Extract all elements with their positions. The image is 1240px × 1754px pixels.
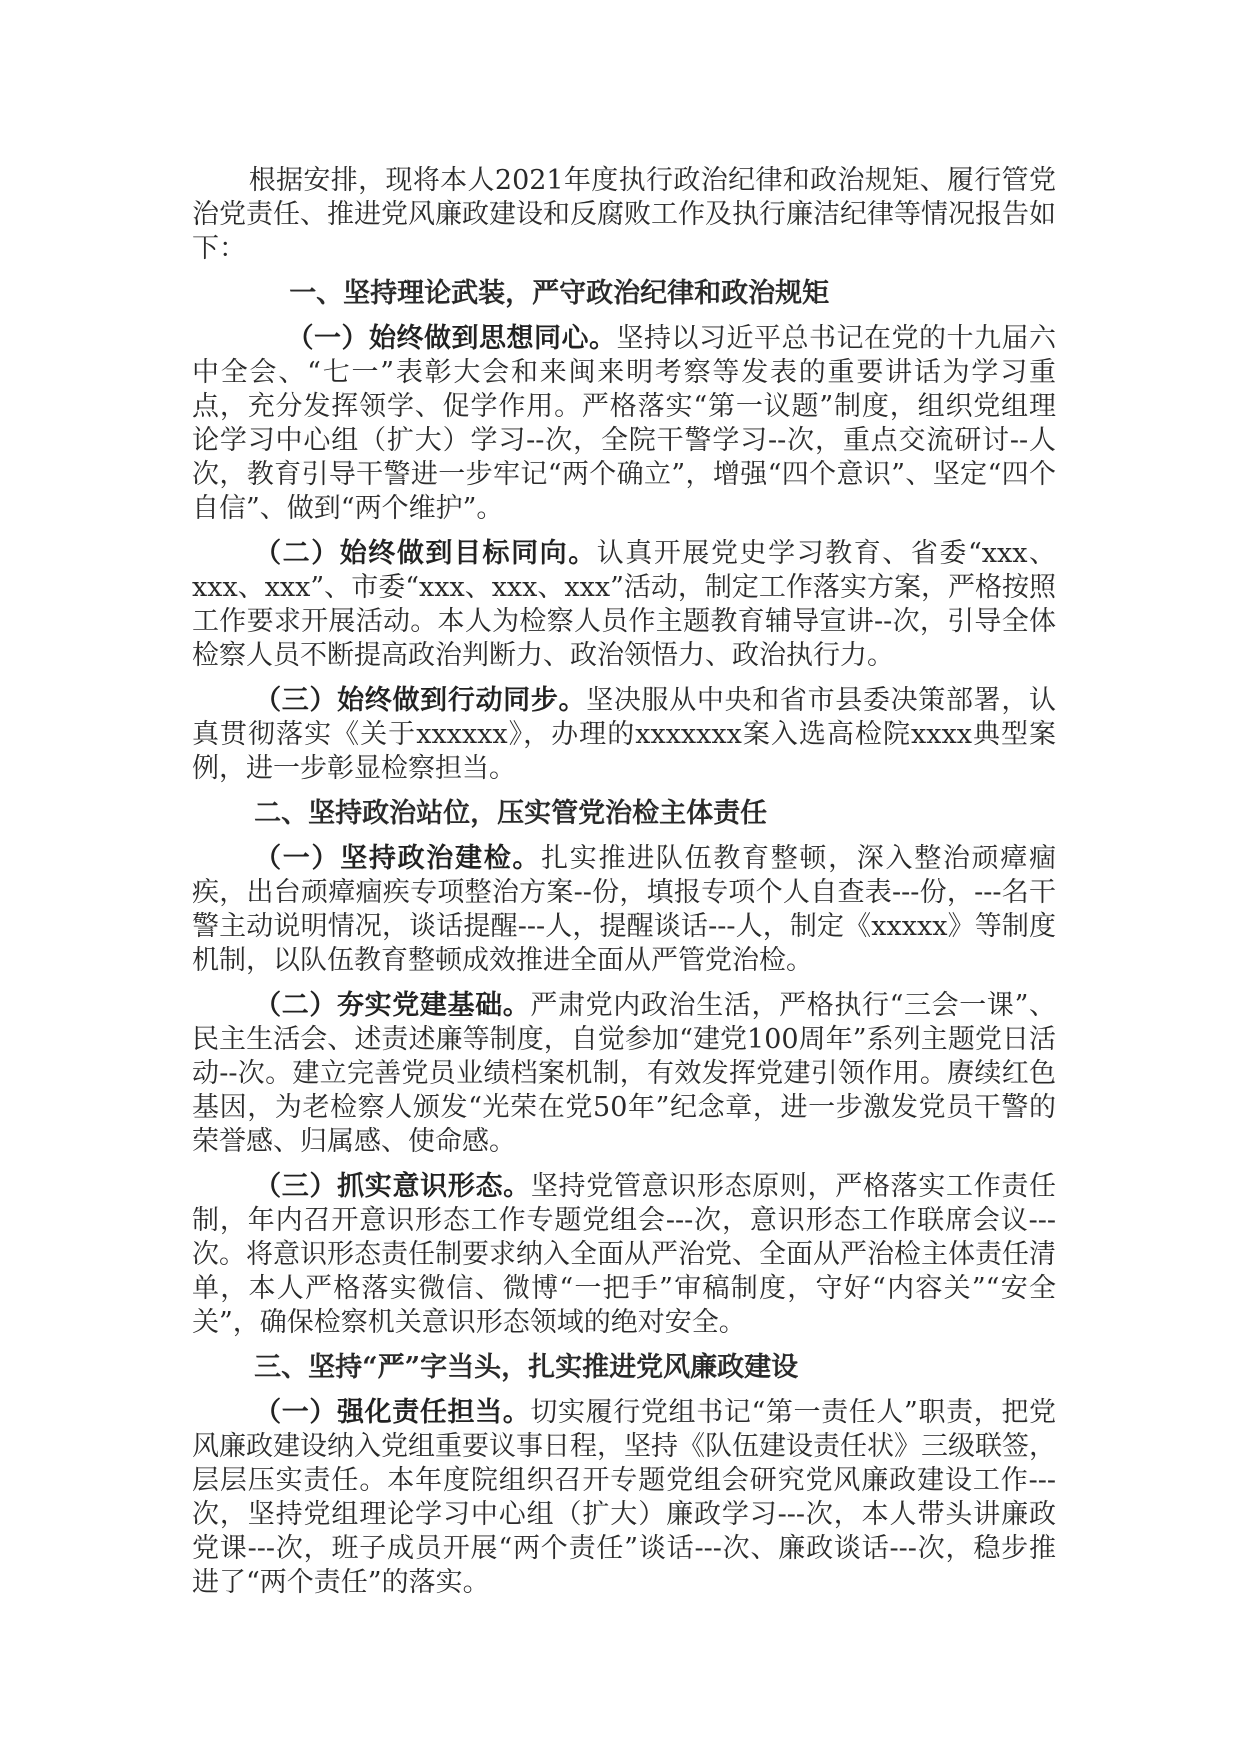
paragraph-text: 坚持以习近平总书记在党的十九届六中全会、“七一”表彰大会和来闽来明考察等发表的重要讲话为学习重点，充分发挥领学、促学作用。严格落实“第一议题”制度，组织党组理论学习中心组（扩大）学习--次，全院干警学习--次，重点交流研讨--人次，教育引导干警进一步牢记“两个确立”，增强“四个意识”、坚定“四个自信”、做到“两个维护”。: [192, 323, 1056, 524]
paragraph: [192, 322, 1056, 526]
section-heading: 二、坚持政治站位，压实管党治检主体责任: [254, 798, 768, 829]
paragraph: [192, 1170, 1056, 1340]
paragraph-text: 严肃党内政治生活，严格执行“三会一课”、民主生活会、述责述廉等制度，自觉参加“建党100周年”系列主题党日活动--次。建立完善党员业绩档案机制，有效发挥党建引领作用。赓续红色基因，为老检察人颁发“光荣在党50年”纪念章，进一步激发党员干警的荣誉感、归属感、使命感。: [192, 990, 1056, 1157]
paragraph-lead: （三）抓实意识形态。: [254, 1171, 531, 1202]
section-heading: 三、坚持“严”字当头，扎实推进党风廉政建设: [254, 1352, 799, 1383]
paragraph: [192, 684, 1056, 786]
section-heading: 一、坚持理论武装，严守政治纪律和政治规矩: [289, 278, 830, 309]
paragraph-lead: （一）强化责任担当。: [254, 1397, 531, 1428]
paragraph-lead: （二）始终做到目标同向。: [254, 538, 597, 569]
paragraph-lead: （一）始终做到思想同心。: [286, 323, 617, 354]
paragraph: [192, 989, 1056, 1159]
paragraph-text: 坚持党管意识形态原则，严格落实工作责任制，年内召开意识形态工作专题党组会---次，意识形态工作联席会议---次。将意识形态责任制要求纳入全面从严治党、全面从严治检主体责任清单，本人严格落实微信、微博“一把手”审稿制度，守好“内容关”“安全关”，确保检察机关意识形态领域的绝对安全。: [192, 1171, 1057, 1338]
paragraph-lead: （三）始终做到行动同步。: [254, 685, 587, 716]
intro-paragraph: 根据安排，现将本人2021年度执行政治纪律和政治规矩、履行管党治党责任、推进党风廉政建设和反腐败工作及执行廉洁纪律等情况报告如下：: [192, 165, 1056, 264]
paragraph-lead: （一）坚持政治建检。: [254, 843, 542, 874]
paragraph-text: 坚决服从中央和省市县委决策部署，认真贯彻落实《关于xxxxxx》，办理的xxxxxxx案入选高检院xxxx典型案例，进一步彰显检察担当。: [192, 685, 1057, 784]
paragraph-lead: （二）夯实党建基础。: [254, 990, 531, 1021]
paragraph: [192, 537, 1056, 673]
paragraph: [192, 842, 1056, 978]
paragraph-text: 认真开展党史学习教育、省委“xxx、xxx、xxx”、市委“xxx、xxx、xxx”活动，制定工作落实方案，严格按照工作要求开展活动。本人为检察人员作主题教育辅导宣讲--次，引导全体检察人员不断提高政治判断力、政治领悟力、政治执行力。: [192, 538, 1056, 671]
document-body: [192, 164, 1056, 1600]
paragraph-text: 切实履行党组书记“第一责任人”职责，把党风廉政建设纳入党组重要议事日程，坚持《队伍建设责任状》三级联签，层层压实责任。本年度院组织召开专题党组会研究党风廉政建设工作---次，坚持党组理论学习中心组（扩大）廉政学习---次，本人带头讲廉政党课---次，班子成员开展“两个责任”谈话---次、廉政谈话---次，稳步推进了“两个责任”的落实。: [192, 1397, 1056, 1598]
paragraph: [192, 1396, 1056, 1600]
paragraph-text: 扎实推进队伍教育整顿，深入整治顽瘴痼疾，出台顽瘴痼疾专项整治方案--份，填报专项个人自查表---份，---名干警主动说明情况，谈话提醒---人，提醒谈话---人，制定《xxxxx》等制度机制，以队伍教育整顿成效推进全面从严管党治检。: [192, 843, 1057, 976]
